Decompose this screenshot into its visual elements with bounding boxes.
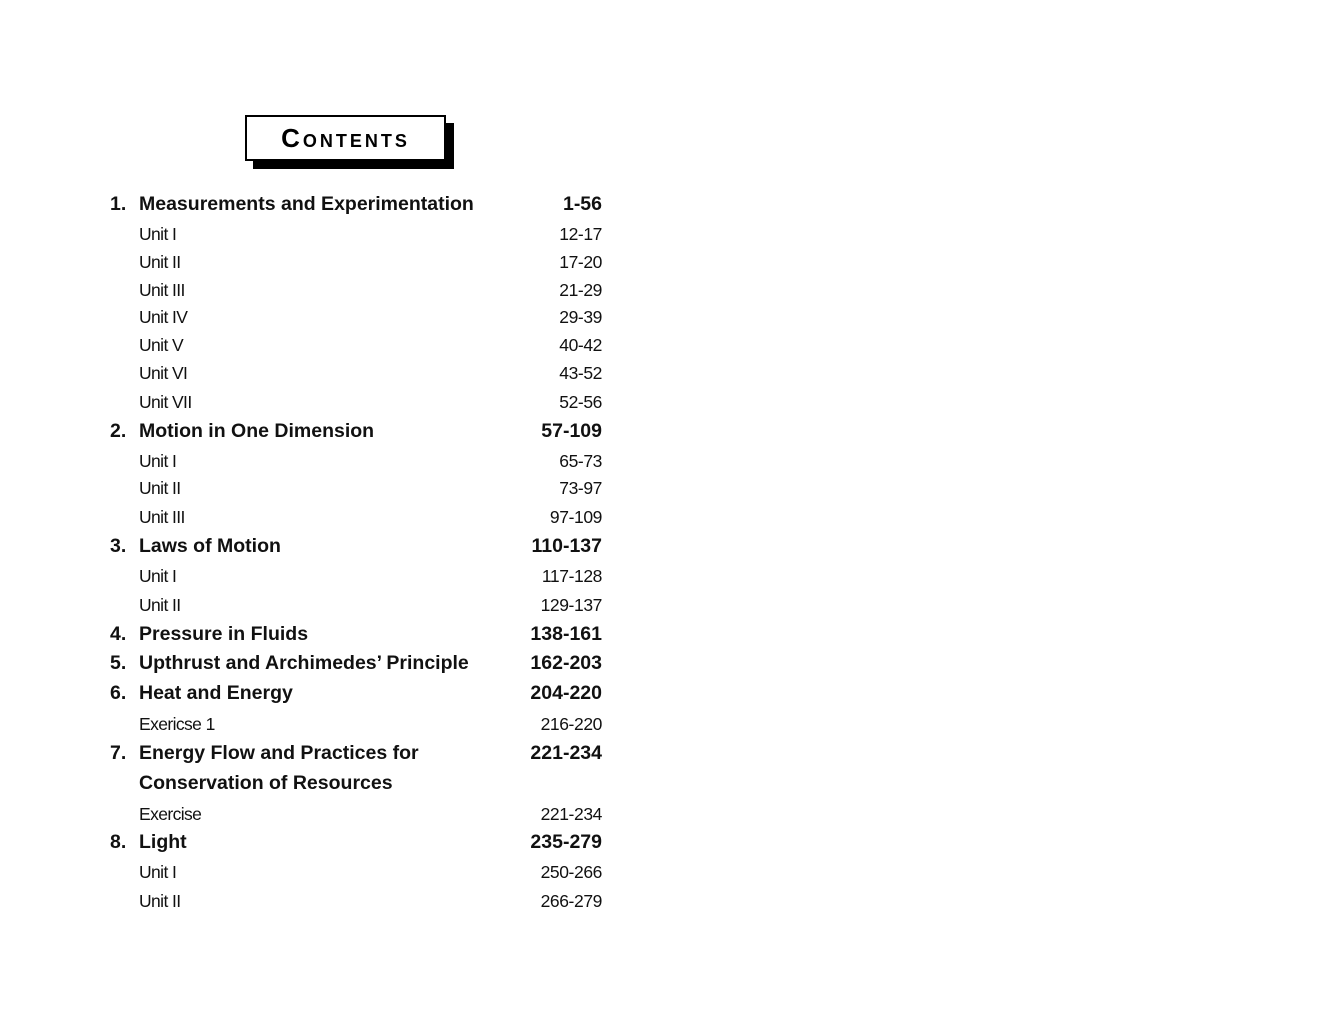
- chapter-number: 4.: [110, 623, 127, 645]
- chapter-number: 7.: [110, 742, 127, 764]
- toc-unit-entry: [110, 891, 602, 912]
- toc-chapter-entry: [110, 193, 602, 216]
- table-of-contents: [110, 0, 602, 1020]
- page-range: 12-17: [559, 224, 602, 244]
- page-range: 29-39: [559, 307, 602, 327]
- unit-title: Unit II: [139, 595, 181, 615]
- chapter-number: 3.: [110, 535, 127, 557]
- unit-title: Unit I: [139, 451, 177, 471]
- toc-unit-entry: [110, 224, 602, 245]
- toc-unit-entry: [110, 804, 602, 825]
- page-range: 1-56: [562, 193, 602, 215]
- page-range: 21-29: [559, 280, 602, 300]
- chapter-title: Laws of Motion: [139, 535, 281, 557]
- page-range: 73-97: [559, 478, 602, 498]
- chapter-number: 1.: [110, 193, 127, 215]
- page-title: Contents: [281, 123, 410, 153]
- unit-title: Unit VII: [139, 392, 192, 412]
- toc-unit-entry: [110, 363, 602, 384]
- page-range: 221-234: [540, 804, 602, 824]
- page-range: 65-73: [559, 451, 602, 471]
- toc-unit-entry: [110, 451, 602, 472]
- toc-unit-entry: [110, 280, 602, 301]
- chapter-title: Energy Flow and Practices for: [139, 742, 419, 764]
- chapter-title: Light: [139, 831, 187, 853]
- page-range: 235-279: [530, 831, 602, 853]
- chapter-number: 8.: [110, 831, 127, 853]
- chapter-number: 6.: [110, 682, 127, 704]
- toc-unit-entry: [110, 392, 602, 413]
- toc-chapter-entry: [110, 652, 602, 675]
- page-range: 52-56: [559, 392, 602, 412]
- page-range: 221-234: [530, 742, 602, 764]
- chapter-title: Motion in One Dimension: [139, 420, 375, 442]
- chapter-number: 5.: [110, 652, 127, 674]
- unit-title: Unit I: [139, 224, 177, 244]
- chapter-title: Upthrust and Archimedes’ Principle: [139, 652, 469, 674]
- unit-title: Exericse 1: [139, 714, 215, 734]
- toc-unit-entry: [110, 714, 602, 735]
- unit-title: Exercise: [139, 804, 202, 824]
- page-range: 162-203: [530, 652, 602, 674]
- toc-chapter-entry: [110, 772, 602, 795]
- page-range: 57-109: [541, 420, 602, 442]
- chapter-title: Pressure in Fluids: [139, 623, 309, 645]
- unit-title: Unit III: [139, 280, 185, 300]
- toc-unit-entry: [110, 566, 602, 587]
- page-range: 17-20: [559, 252, 602, 272]
- unit-title: Unit I: [139, 862, 177, 882]
- toc-unit-entry: [110, 335, 602, 356]
- unit-title: Unit II: [139, 478, 181, 498]
- unit-title: Unit VI: [139, 363, 188, 383]
- page-range: 138-161: [530, 623, 602, 645]
- page-range: 40-42: [559, 335, 602, 355]
- page-range: 204-220: [530, 682, 602, 704]
- toc-unit-entry: [110, 252, 602, 273]
- unit-title: Unit I: [139, 566, 177, 586]
- toc-unit-entry: [110, 478, 602, 499]
- toc-unit-entry: [110, 307, 602, 328]
- page-range: 117-128: [541, 566, 602, 586]
- page-range: 216-220: [540, 714, 602, 734]
- toc-chapter-entry: [110, 623, 602, 646]
- chapter-number: 2.: [110, 420, 127, 442]
- chapter-title: Heat and Energy: [139, 682, 293, 704]
- page-range: 110-137: [531, 535, 602, 557]
- page-range: 97-109: [549, 507, 602, 527]
- page-range: 129-137: [540, 595, 602, 615]
- unit-title: Unit II: [139, 252, 181, 272]
- toc-unit-entry: [110, 507, 602, 528]
- toc-unit-entry: [110, 595, 602, 616]
- toc-unit-entry: [110, 862, 602, 883]
- unit-title: Unit V: [139, 335, 184, 355]
- page-range: 250-266: [540, 862, 602, 882]
- toc-chapter-entry: [110, 682, 602, 705]
- page-range: 266-279: [540, 891, 602, 911]
- toc-chapter-entry: [110, 831, 602, 854]
- chapter-title: Conservation of Resources: [139, 772, 393, 794]
- unit-title: Unit II: [139, 891, 181, 911]
- toc-chapter-entry: [110, 535, 602, 558]
- chapter-title: Measurements and Experimentation: [139, 193, 474, 215]
- unit-title: Unit III: [139, 507, 185, 527]
- unit-title: Unit IV: [139, 307, 188, 327]
- page-range: 43-52: [559, 363, 602, 383]
- toc-chapter-entry: [110, 742, 602, 765]
- toc-chapter-entry: [110, 420, 602, 443]
